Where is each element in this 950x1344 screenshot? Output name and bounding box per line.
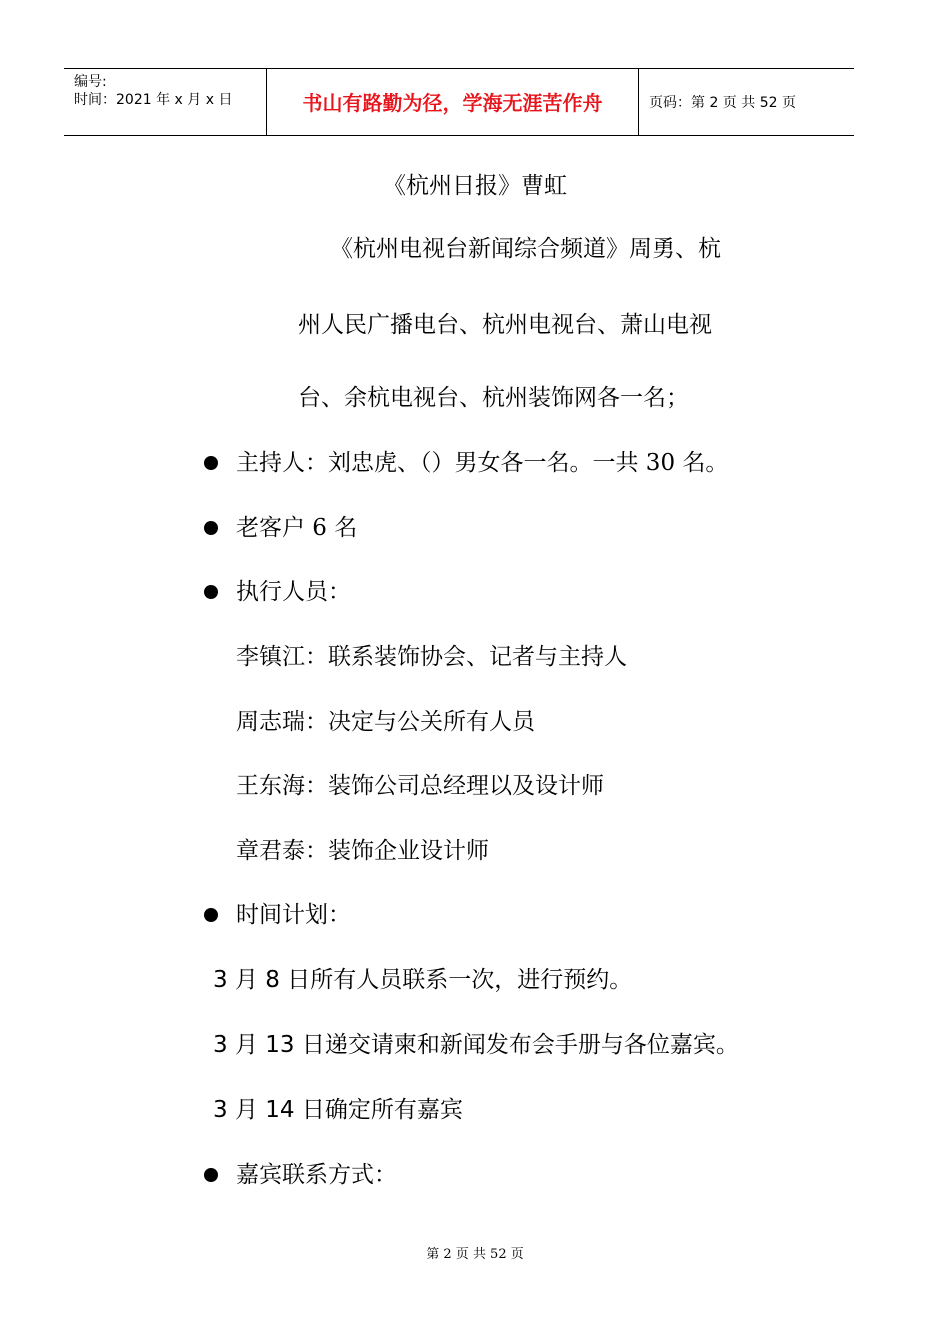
old-clients-line: 老客户 6 名 xyxy=(236,515,358,541)
header-motto-cell xyxy=(266,69,639,135)
body-line-newspaper: 《杭州日报》曹虹 xyxy=(383,173,567,199)
header-right-cell xyxy=(639,69,854,135)
header-motto: 书山有路勤为径，学海无涯苦作舟 xyxy=(302,91,603,115)
bullet-icon xyxy=(204,456,218,470)
schedule-item: 3 月 14 日确定所有嘉宾 xyxy=(213,1097,463,1123)
page-header xyxy=(64,68,854,136)
body-line-radio-station: 州人民广播电台、杭州电视台、萧山电视 xyxy=(298,312,712,338)
schedule-title: 时间计划： xyxy=(236,902,351,928)
host-label: 主持人：刘忠虎、（）男女各一名。 xyxy=(236,450,593,476)
exec-staff-title: 执行人员： xyxy=(236,579,351,605)
page-footer: 第 2 页 共 52 页 xyxy=(426,1247,524,1262)
guest-contact-title: 嘉宾联系方式： xyxy=(236,1162,397,1188)
body-line-media-list: 台、余杭电视台、杭州装饰网各一名； xyxy=(298,385,689,411)
exec-staff-item: 李镇江：联系装饰协会、记者与主持人 xyxy=(236,644,627,670)
schedule-item: 3 月 8 日所有人员联系一次，进行预约。 xyxy=(213,967,633,993)
exec-staff-item: 王东海：装饰公司总经理以及设计师 xyxy=(236,773,604,799)
header-left-cell xyxy=(64,69,266,135)
bullet-icon xyxy=(204,521,218,535)
schedule-item: 3 月 13 日递交请柬和新闻发布会手册与各位嘉宾。 xyxy=(213,1032,739,1058)
bullet-icon xyxy=(204,1168,218,1182)
exec-staff-item: 周志瑞：决定与公关所有人员 xyxy=(236,709,535,735)
exec-staff-item: 章君泰：装饰企业设计师 xyxy=(236,838,489,864)
body-line-tv-station: 《杭州电视台新闻综合频道》周勇、杭 xyxy=(330,236,721,262)
header-page-info: 页码：第 2 页 共 52 页 xyxy=(649,95,796,111)
bullet-icon xyxy=(204,908,218,922)
document-time-label: 时间：2021 年 x 月 x 日 xyxy=(74,92,233,108)
host-total: 一共 30 名。 xyxy=(592,450,729,476)
bullet-icon xyxy=(204,585,218,599)
host-line xyxy=(236,448,728,478)
document-number-label: 编号: xyxy=(74,74,107,90)
